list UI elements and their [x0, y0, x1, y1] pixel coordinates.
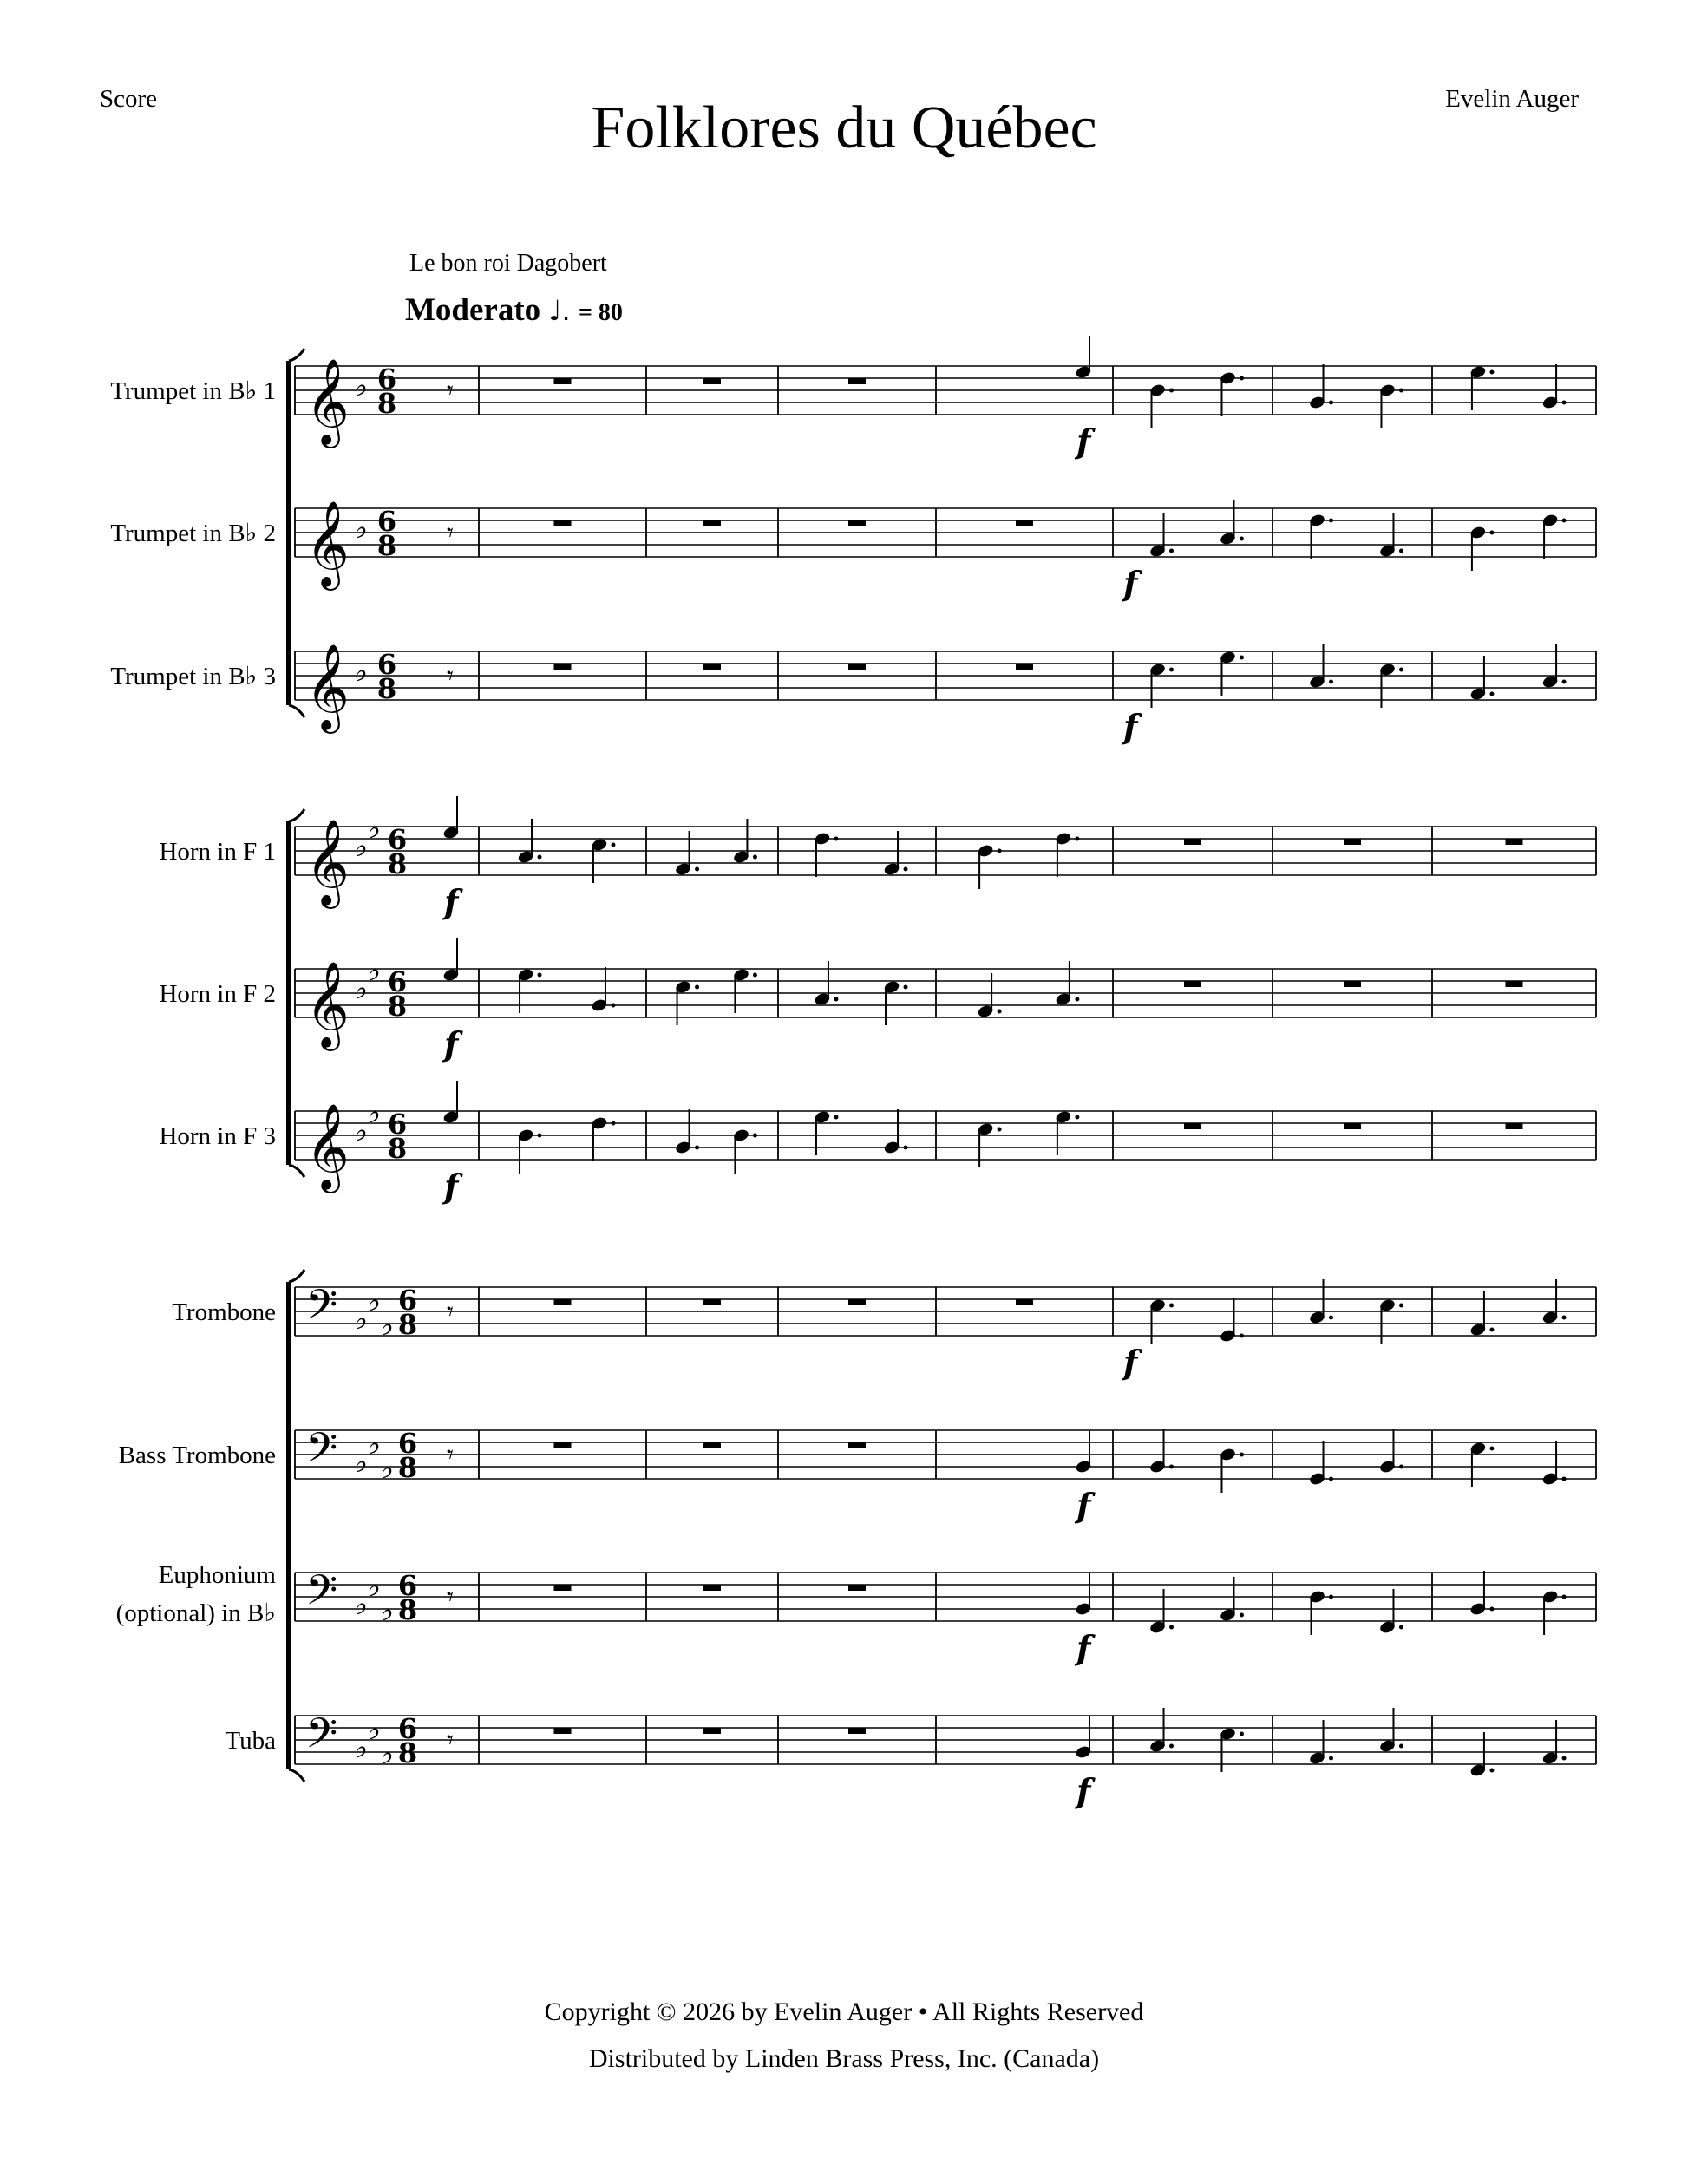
- note-dot: [538, 973, 542, 978]
- eighth-rest-icon: 𝄾: [447, 376, 454, 406]
- whole-rest-icon: [703, 664, 721, 670]
- instrument-label: Horn in F 3: [159, 1122, 276, 1150]
- whole-rest-icon: [848, 664, 866, 670]
- note-dot: [1329, 1477, 1333, 1481]
- dynamic-forte: f: [444, 1167, 459, 1206]
- time-signature-bottom: 8: [387, 1132, 408, 1165]
- dynamic-forte: f: [1076, 1486, 1091, 1525]
- note-dot: [1240, 1613, 1244, 1618]
- bass-clef-icon: 𝄢: [305, 1280, 338, 1339]
- time-signature-bottom: 8: [376, 529, 397, 562]
- note-dot: [1489, 531, 1494, 535]
- note-dot: [753, 855, 757, 860]
- note-dot: [834, 1115, 838, 1120]
- time-signature-top: 6: [376, 648, 397, 681]
- note-dot: [1075, 997, 1079, 1002]
- note-dot: [1562, 680, 1567, 684]
- note-dot: [1240, 656, 1244, 660]
- note-dot: [695, 867, 699, 872]
- treble-clef-icon: 𝄞: [305, 500, 350, 587]
- note-dot: [538, 855, 542, 860]
- dynamic-forte: f: [444, 882, 459, 921]
- dotted-quarter-note-icon: ♩.: [548, 294, 571, 327]
- bracket-top-hook: [289, 1270, 304, 1282]
- whole-rest-icon: [703, 520, 721, 526]
- note-dot: [1169, 549, 1174, 553]
- flat-icon: ♭: [380, 1736, 395, 1771]
- eighth-rest-icon: 𝄾: [447, 661, 454, 691]
- flat-icon: ♭: [354, 369, 369, 403]
- eighth-rest-icon: 𝄾: [447, 518, 454, 548]
- bass-clef-icon: 𝄢: [305, 1709, 338, 1768]
- whole-rest-icon: [554, 1442, 572, 1448]
- dynamic-forte: f: [1123, 707, 1138, 746]
- whole-rest-icon: [1016, 664, 1033, 670]
- flat-icon: ♭: [367, 953, 382, 988]
- note-dot: [834, 997, 838, 1002]
- note-dot: [904, 985, 908, 990]
- whole-rest-icon: [1344, 981, 1361, 987]
- note-dot: [1169, 1625, 1174, 1630]
- flat-icon: ♭: [354, 829, 369, 864]
- treble-clef-icon: 𝄞: [305, 961, 350, 1048]
- note-dot: [611, 843, 615, 847]
- flat-icon: ♭: [367, 811, 382, 846]
- flat-icon: ♭: [354, 511, 369, 546]
- note-dot: [611, 1004, 615, 1008]
- whole-rest-icon: [1016, 1299, 1033, 1305]
- time-signature-bottom: 8: [387, 847, 408, 880]
- distributor-notice: Distributed by Linden Brass Press, Inc. (Canada): [588, 2044, 1100, 2073]
- dynamic-forte: f: [1076, 1628, 1091, 1667]
- note-dot: [1399, 1625, 1403, 1630]
- note-dot: [1489, 1328, 1494, 1332]
- flat-icon: ♭: [367, 1095, 382, 1130]
- note-dot: [1329, 1595, 1333, 1599]
- dynamic-forte: f: [1076, 1771, 1091, 1810]
- note-dot: [1489, 692, 1494, 696]
- note-dot: [1075, 1115, 1079, 1120]
- composer-name: Evelin Auger: [1445, 85, 1579, 113]
- flat-icon: ♭: [354, 654, 369, 689]
- note-dot: [1329, 1756, 1333, 1761]
- note-dot: [1489, 370, 1494, 375]
- whole-rest-icon: [703, 1299, 721, 1305]
- whole-rest-icon: [554, 1585, 572, 1591]
- instrument-label: Euphonium: [158, 1561, 276, 1589]
- flat-icon: ♭: [367, 1284, 382, 1318]
- note-dot: [1169, 1744, 1174, 1749]
- bracket-bar: [286, 361, 291, 705]
- note-dot: [1075, 837, 1079, 841]
- whole-rest-icon: [703, 378, 721, 384]
- note-dot: [998, 1010, 1002, 1014]
- bracket-top-hook: [289, 809, 304, 821]
- whole-rest-icon: [703, 1585, 721, 1591]
- time-signature-bottom: 8: [397, 1308, 418, 1341]
- flat-icon: ♭: [354, 971, 369, 1006]
- dynamic-forte: f: [1123, 1343, 1138, 1382]
- note-dot: [1562, 1477, 1567, 1481]
- bass-clef-icon: 𝄢: [305, 1566, 338, 1625]
- flat-icon: ♭: [354, 1730, 369, 1765]
- treble-clef-icon: 𝄞: [305, 819, 350, 906]
- bass-clef-icon: 𝄢: [305, 1423, 338, 1482]
- flat-icon: ♭: [367, 1712, 382, 1747]
- note-dot: [1329, 1316, 1333, 1320]
- note-dot: [695, 1146, 699, 1150]
- note-dot: [1240, 1453, 1244, 1457]
- flat-icon: ♭: [354, 1587, 369, 1622]
- note-dot: [1169, 668, 1174, 672]
- whole-rest-icon: [554, 378, 572, 384]
- time-signature-top: 6: [387, 965, 408, 998]
- instrument-label: Trombone: [172, 1298, 276, 1326]
- note-dot: [1562, 401, 1567, 405]
- dynamic-forte: f: [1076, 422, 1091, 461]
- time-signature-top: 6: [397, 1284, 418, 1317]
- instrument-label: Horn in F 1: [159, 838, 276, 866]
- bracket-bottom-hook: [289, 1165, 304, 1177]
- flat-icon: ♭: [380, 1451, 395, 1486]
- whole-rest-icon: [848, 1442, 866, 1448]
- copyright-notice: Copyright © 2026 by Evelin Auger • All Rights Reserved: [544, 1998, 1144, 2026]
- note-dot: [1329, 401, 1333, 405]
- note-dot: [1169, 1465, 1174, 1469]
- whole-rest-icon: [1184, 1123, 1201, 1129]
- note-dot: [695, 985, 699, 990]
- score-label: Score: [100, 85, 158, 113]
- whole-rest-icon: [554, 1299, 572, 1305]
- note-dot: [904, 1146, 908, 1150]
- note-dot: [611, 1121, 615, 1126]
- whole-rest-icon: [1344, 1123, 1361, 1129]
- time-signature-top: 6: [397, 1569, 418, 1602]
- note-dot: [1399, 1744, 1403, 1749]
- note-dot: [753, 973, 757, 978]
- note-dot: [1169, 1304, 1174, 1308]
- time-signature-top: 6: [376, 363, 397, 396]
- eighth-rest-icon: 𝄾: [447, 1582, 454, 1612]
- movement-subtitle: Le bon roi Dagobert: [409, 250, 607, 277]
- note-dot: [1489, 1769, 1494, 1773]
- dynamic-forte: f: [444, 1024, 459, 1063]
- note-dot: [1562, 1316, 1567, 1320]
- note-dot: [1399, 1465, 1403, 1469]
- instrument-label: Horn in F 2: [159, 980, 276, 1008]
- note-dot: [1169, 389, 1174, 393]
- bracket-bar: [286, 821, 291, 1165]
- whole-rest-icon: [1506, 839, 1523, 845]
- note-dot: [753, 1134, 757, 1138]
- whole-rest-icon: [848, 1299, 866, 1305]
- whole-rest-icon: [554, 520, 572, 526]
- note-dot: [1562, 1595, 1567, 1599]
- whole-rest-icon: [1184, 839, 1201, 845]
- piece-title: Folklores du Québec: [591, 95, 1097, 161]
- whole-rest-icon: [703, 1442, 721, 1448]
- instrument-label: Trumpet in B♭ 1: [110, 377, 276, 405]
- whole-rest-icon: [1184, 981, 1201, 987]
- whole-rest-icon: [848, 1585, 866, 1591]
- note-dot: [998, 849, 1002, 853]
- treble-clef-icon: 𝄞: [305, 644, 350, 730]
- instrument-label-line2: (optional) in B♭: [115, 1599, 276, 1627]
- whole-rest-icon: [1506, 981, 1523, 987]
- treble-clef-icon: 𝄞: [305, 358, 350, 445]
- whole-rest-icon: [554, 664, 572, 670]
- eighth-rest-icon: 𝄾: [447, 1297, 454, 1327]
- bracket-bottom-hook: [289, 705, 304, 717]
- flat-icon: ♭: [354, 1445, 369, 1480]
- note-dot: [1489, 1447, 1494, 1451]
- dynamic-forte: f: [1123, 564, 1138, 603]
- flat-icon: ♭: [380, 1308, 395, 1343]
- note-dot: [904, 867, 908, 872]
- note-dot: [1240, 376, 1244, 381]
- note-dot: [1562, 519, 1567, 523]
- flat-icon: ♭: [354, 1302, 369, 1337]
- time-signature-bottom: 8: [397, 1451, 418, 1484]
- flat-icon: ♭: [380, 1593, 395, 1628]
- instrument-label: Tuba: [225, 1727, 276, 1755]
- time-signature-top: 6: [387, 823, 408, 856]
- note-dot: [998, 1128, 1002, 1132]
- note-dot: [1329, 519, 1333, 523]
- bracket-bar: [286, 1282, 291, 1769]
- note-dot: [834, 837, 838, 841]
- instrument-label: Trumpet in B♭ 3: [110, 663, 276, 690]
- whole-rest-icon: [1506, 1123, 1523, 1129]
- time-signature-top: 6: [387, 1108, 408, 1141]
- flat-icon: ♭: [367, 1569, 382, 1604]
- instrument-label: Trumpet in B♭ 2: [110, 520, 276, 547]
- whole-rest-icon: [1016, 520, 1033, 526]
- time-signature-bottom: 8: [387, 990, 408, 1023]
- note-dot: [1240, 1334, 1244, 1338]
- treble-clef-icon: 𝄞: [305, 1103, 350, 1190]
- tempo-text: Moderato: [405, 292, 541, 328]
- note-dot: [1329, 680, 1333, 684]
- eighth-rest-icon: 𝄾: [447, 1725, 454, 1756]
- eighth-rest-icon: 𝄾: [447, 1440, 454, 1470]
- time-signature-bottom: 8: [397, 1593, 418, 1626]
- whole-rest-icon: [703, 1728, 721, 1734]
- note-dot: [1240, 1732, 1244, 1736]
- note-dot: [538, 1134, 542, 1138]
- whole-rest-icon: [848, 1728, 866, 1734]
- note-dot: [1399, 389, 1403, 393]
- note-dot: [1399, 668, 1403, 672]
- whole-rest-icon: [554, 1728, 572, 1734]
- note-dot: [1562, 1756, 1567, 1761]
- time-signature-bottom: 8: [376, 672, 397, 705]
- flat-icon: ♭: [367, 1427, 382, 1461]
- tempo-value: = 80: [578, 299, 623, 326]
- time-signature-top: 6: [376, 505, 397, 538]
- time-signature-top: 6: [397, 1712, 418, 1745]
- note-dot: [1489, 1607, 1494, 1612]
- whole-rest-icon: [848, 520, 866, 526]
- time-signature-bottom: 8: [376, 387, 397, 420]
- instrument-label: Bass Trombone: [118, 1442, 276, 1469]
- bracket-top-hook: [289, 349, 304, 361]
- note-dot: [1240, 537, 1244, 541]
- whole-rest-icon: [1344, 839, 1361, 845]
- whole-rest-icon: [848, 378, 866, 384]
- note-dot: [1399, 1304, 1403, 1308]
- time-signature-top: 6: [397, 1427, 418, 1460]
- time-signature-bottom: 8: [397, 1736, 418, 1769]
- note-dot: [1399, 549, 1403, 553]
- bracket-bottom-hook: [289, 1769, 304, 1782]
- flat-icon: ♭: [354, 1114, 369, 1148]
